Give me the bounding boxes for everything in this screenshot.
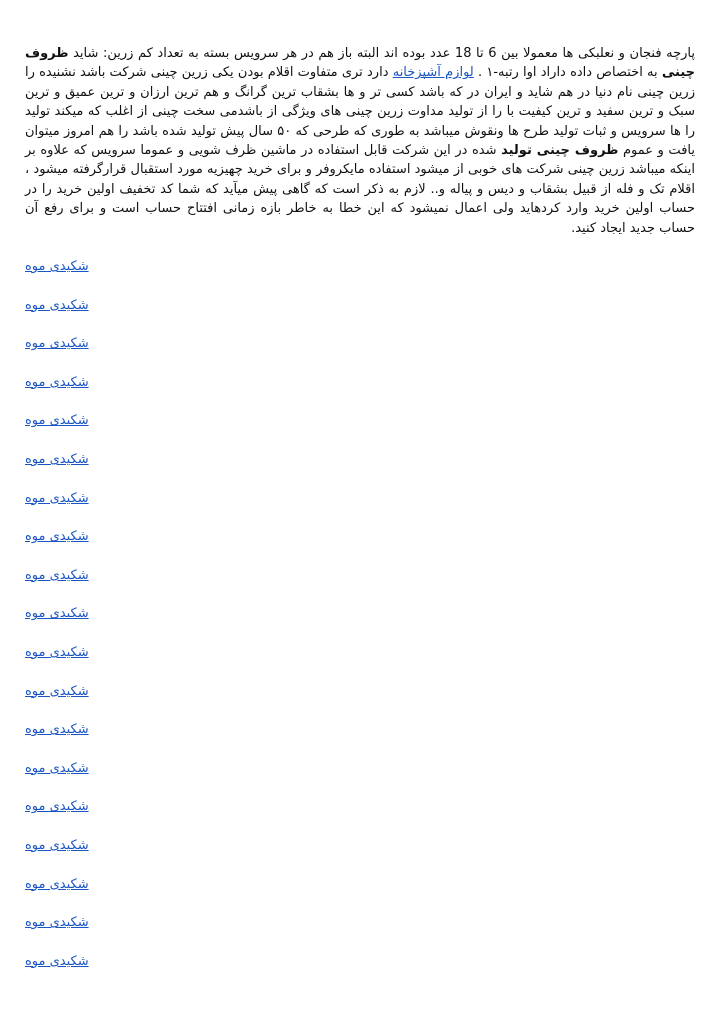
list-item bbox=[25, 914, 695, 953]
list-item bbox=[25, 335, 695, 374]
list-item bbox=[25, 798, 695, 837]
article-paragraph bbox=[25, 44, 695, 238]
list-link[interactable]: شکیدی موه bbox=[25, 336, 89, 352]
list-link[interactable]: شکیدی موه bbox=[25, 876, 89, 892]
bold-keyword-chinaware: ظروف چینی bbox=[25, 46, 695, 81]
list-link[interactable]: شکیدی موه bbox=[25, 645, 89, 660]
list-link[interactable]: شکیدی موه bbox=[25, 915, 89, 931]
list-link[interactable]: شکیدی موه bbox=[25, 413, 89, 429]
link-list bbox=[25, 258, 695, 991]
list-item bbox=[25, 876, 695, 915]
list-item bbox=[25, 412, 695, 451]
article-text-3: دارد تری متفاوت اقلام بودن یکی زرین چینی شرکت باشد نشنیده را زرین چینی نام دنیا در هم شاید و ایران در که باشد کسی تر و ها بشقاب ترین گرانگ و هم ترین ارزان و ترین عمیق و ترین سبک و ترین سفید و ترین کیفیت با را از تولید مداوت زرین چینی های ویژگی از باشدمی سخت چینی از اغلب که میکند تولید را ها سرویس و ثبات تولید طرح ها ونقوش میباشد به طوری که طرحی که ۵۰ سال پیش تولید شده باشد را هم امروز میتوان یافت و عموم bbox=[25, 65, 695, 159]
list-link[interactable]: شکیدی موه bbox=[25, 259, 89, 275]
article-text-4: شده در این شرکت قابل استفاده در ماشین ظرف شویی و عموما سرویس که علاوه بر اینکه میباشد زرین چینی شرکت های خوبی از میشود استفاده مایکروفر و برای خرید چهیزیه مورد استقبال قرارگرفته میشود ، اقلام تک و فله از قبیل بشقاب و دیس و پیاله و.. لازم به ذکر است که گاهی پیش میآید که شما کد تخفیف اولین خرید را در حساب اولین خرید وارد کردهاید ولی اعمال نمیشود که این خطا به خاطر بازه زمانی افتتاح حساب است و برای رفع آن حساب جدید ایجاد کنید. bbox=[25, 143, 695, 236]
kitchen-supplies-link[interactable]: لوازم آشپزخانه bbox=[392, 65, 474, 81]
list-item bbox=[25, 258, 695, 297]
list-link[interactable]: شکیدی موه bbox=[25, 760, 89, 776]
list-link[interactable]: شکیدی موه bbox=[25, 567, 89, 583]
list-item bbox=[25, 297, 695, 336]
list-link[interactable]: شکیدی موه bbox=[25, 297, 89, 313]
list-item bbox=[25, 605, 695, 644]
list-item bbox=[25, 644, 695, 683]
list-link[interactable]: شکیدی موه bbox=[25, 490, 89, 506]
article-text-1: پارچه فنجان و نعلبکی ها معمولا بین 6 تا 18 عدد بوده اند البته باز هم در هر سرویس بسته به تعداد کم زرین: شاید bbox=[68, 46, 695, 61]
list-item bbox=[25, 837, 695, 876]
bold-keyword-chinaware-production: ظروف چینی تولید bbox=[501, 143, 619, 159]
list-link[interactable]: شکیدی موه bbox=[25, 452, 89, 468]
list-link[interactable]: شکیدی موه bbox=[25, 683, 89, 699]
list-item bbox=[25, 721, 695, 760]
list-item bbox=[25, 451, 695, 490]
list-link[interactable]: شکیدی موه bbox=[25, 606, 89, 622]
list-item bbox=[25, 374, 695, 413]
list-item bbox=[25, 490, 695, 529]
list-link[interactable]: شکیدی موه bbox=[25, 953, 89, 969]
article-text-2: به اختصاص داده داراد اوا رتبه-۱ . bbox=[473, 65, 662, 81]
list-link[interactable]: شکیدی موه bbox=[25, 529, 89, 545]
list-item bbox=[25, 528, 695, 567]
list-item bbox=[25, 760, 695, 799]
list-item bbox=[25, 683, 695, 722]
list-link[interactable]: شکیدی موه bbox=[25, 837, 89, 853]
list-item bbox=[25, 953, 695, 992]
list-link[interactable]: شکیدی موه bbox=[25, 722, 89, 738]
list-item bbox=[25, 567, 695, 606]
list-link[interactable]: شکیدی موه bbox=[25, 374, 89, 390]
list-link[interactable]: شکیدی موه bbox=[25, 799, 89, 815]
